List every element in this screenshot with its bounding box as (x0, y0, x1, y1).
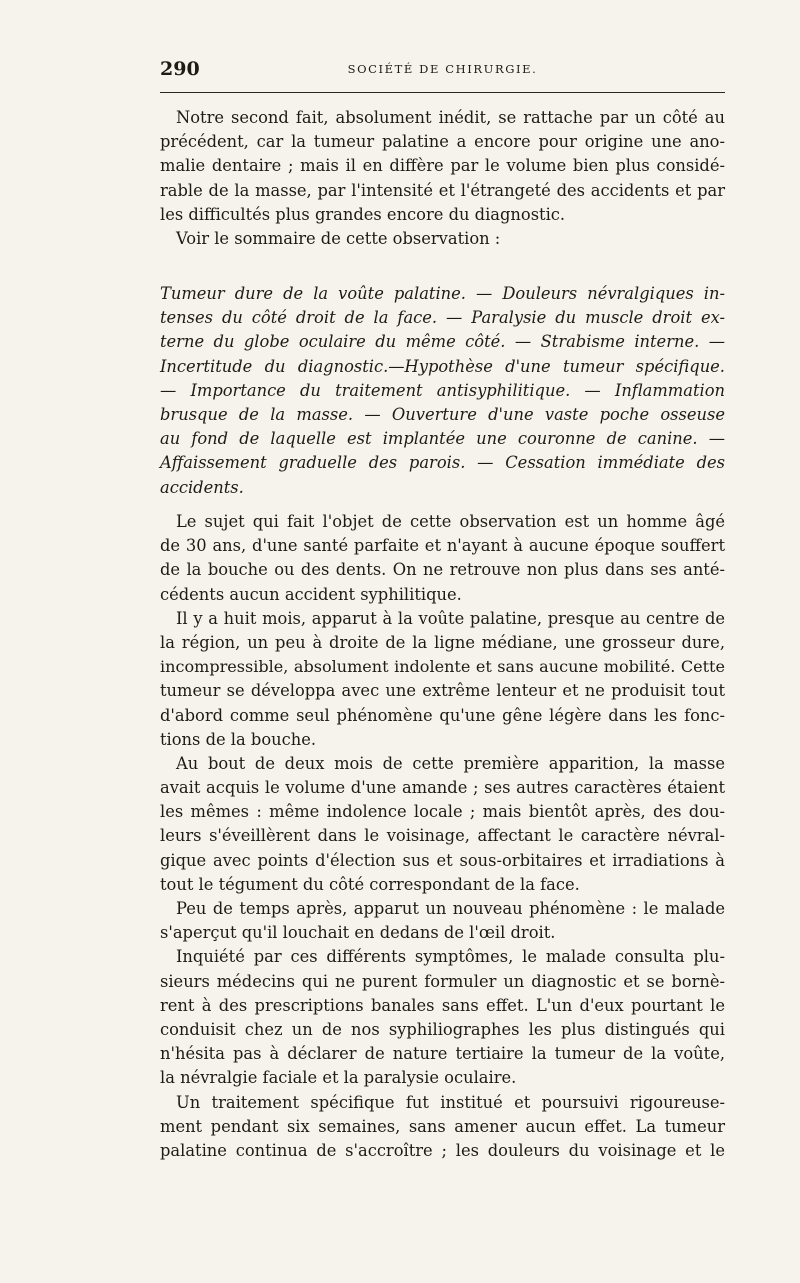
text-line: de 30 ans, d'une santé parfaite et n'ayant à aucune époque souffert (160, 536, 725, 556)
observation-summary (160, 282, 725, 500)
text-line: Notre second fait, absolument inédit, se rattache par un côté au (176, 108, 725, 127)
summary-line: Tumeur dure de la voûte palatine. — Douleurs névralgiques in- (160, 284, 725, 303)
running-title: SOCIÉTÉ DE CHIRURGIE. (347, 62, 538, 76)
text-line: malie dentaire ; mais il en diffère par le volume bien plus considé- (160, 156, 725, 176)
text-line: incompressible, absolument indolente et sans aucune mobilité. Cette (160, 657, 725, 677)
summary-line: au fond de laquelle est implantée une couronne de canine. — (160, 429, 725, 449)
text-line: n'hésita pas à déclarer de nature tertiaire la tumeur de la voûte, (160, 1044, 725, 1064)
text-line: la névralgie faciale et la paralysie oculaire. (160, 1068, 517, 1088)
text-line: Le sujet qui fait l'objet de cette observation est un homme âgé (176, 512, 725, 531)
summary-line: Affaissement graduelle des parois. — Cessation immédiate des (160, 453, 725, 473)
text-line: d'abord comme seul phénomène qu'une gêne légère dans les fonc- (160, 705, 725, 725)
text-line: Peu de temps après, apparut un nouveau phénomène : le malade (176, 899, 725, 918)
text-line: avait acquis le volume d'une amande ; ses autres caractères étaient (160, 778, 725, 798)
text-line: rent à des prescriptions banales sans effet. L'un d'eux pourtant le (160, 995, 725, 1015)
text-line: rable de la masse, par l'intensité et l'étrangeté des accidents et par (160, 180, 725, 200)
text-line: sieurs médecins qui ne purent formuler un diagnostic et se bornè- (160, 971, 725, 991)
text-line: Il y a huit mois, apparut à la voûte palatine, presque au centre de (176, 608, 725, 628)
text-line: précédent, car la tumeur palatine a encore pour origine une ano- (160, 132, 725, 152)
text-line: palatine continua de s'accroître ; les douleurs du voisinage et le (160, 1140, 725, 1160)
text-line: tumeur se développa avec une extrême lenteur et ne produisit tout (160, 681, 725, 701)
text-line: de la bouche ou des dents. On ne retrouve non plus dans ses anté- (160, 560, 725, 580)
page-header (160, 58, 725, 86)
summary-line: accidents. (160, 477, 244, 497)
text-line: Voir le sommaire de cette observation : (176, 228, 501, 248)
text-line: tions de la bouche. (160, 729, 317, 749)
text-line: les difficultés plus grandes encore du diagnostic. (160, 204, 566, 224)
page-number: 290 (160, 58, 200, 80)
text-line: leurs s'éveillèrent dans le voisinage, affectant le caractère névral- (160, 826, 725, 846)
text-line: les mêmes : même indolence locale ; mais bientôt après, des dou- (160, 802, 725, 822)
text-line: Un traitement spécifique fut institué et poursuivi rigoureuse- (176, 1092, 725, 1112)
summary-line: terne du globe oculaire du même côté. — Strabisme interne. — (160, 332, 725, 352)
summary-line: tenses du côté droit de la face. — Paralysie du muscle droit ex- (160, 308, 725, 328)
text-line: s'aperçut qu'il louchait en dedans de l'œil droit. (160, 923, 556, 943)
summary-line: Incertitude du diagnostic.—Hypothèse d'une tumeur spécifique. (160, 356, 725, 376)
text-line: tout le tégument du côté correspondant de la face. (160, 874, 580, 894)
text-line: cédents aucun accident syphilitique. (160, 584, 462, 604)
text-line: la région, un peu à droite de la ligne médiane, une grosseur dure, (160, 632, 725, 652)
text-line: ment pendant six semaines, sans amener aucun effet. La tumeur (160, 1116, 725, 1136)
text-line: conduisit chez un de nos syphiliographes les plus distingués qui (160, 1019, 725, 1039)
intro-paragraph (160, 106, 725, 251)
summary-line: brusque de la masse. — Ouverture d'une vaste poche osseuse (160, 404, 725, 424)
text-line: gique avec points d'élection sus et sous-orbitaires et irradiations à (160, 850, 725, 870)
summary-line: — Importance du traitement antisyphilitique. — Inflammation (160, 380, 725, 400)
text-line: Au bout de deux mois de cette première apparition, la masse (176, 753, 725, 773)
observation-body (160, 510, 725, 1163)
text-line: Inquiété par ces différents symptômes, le malade consulta plu- (176, 947, 725, 967)
header-rule (160, 92, 725, 93)
